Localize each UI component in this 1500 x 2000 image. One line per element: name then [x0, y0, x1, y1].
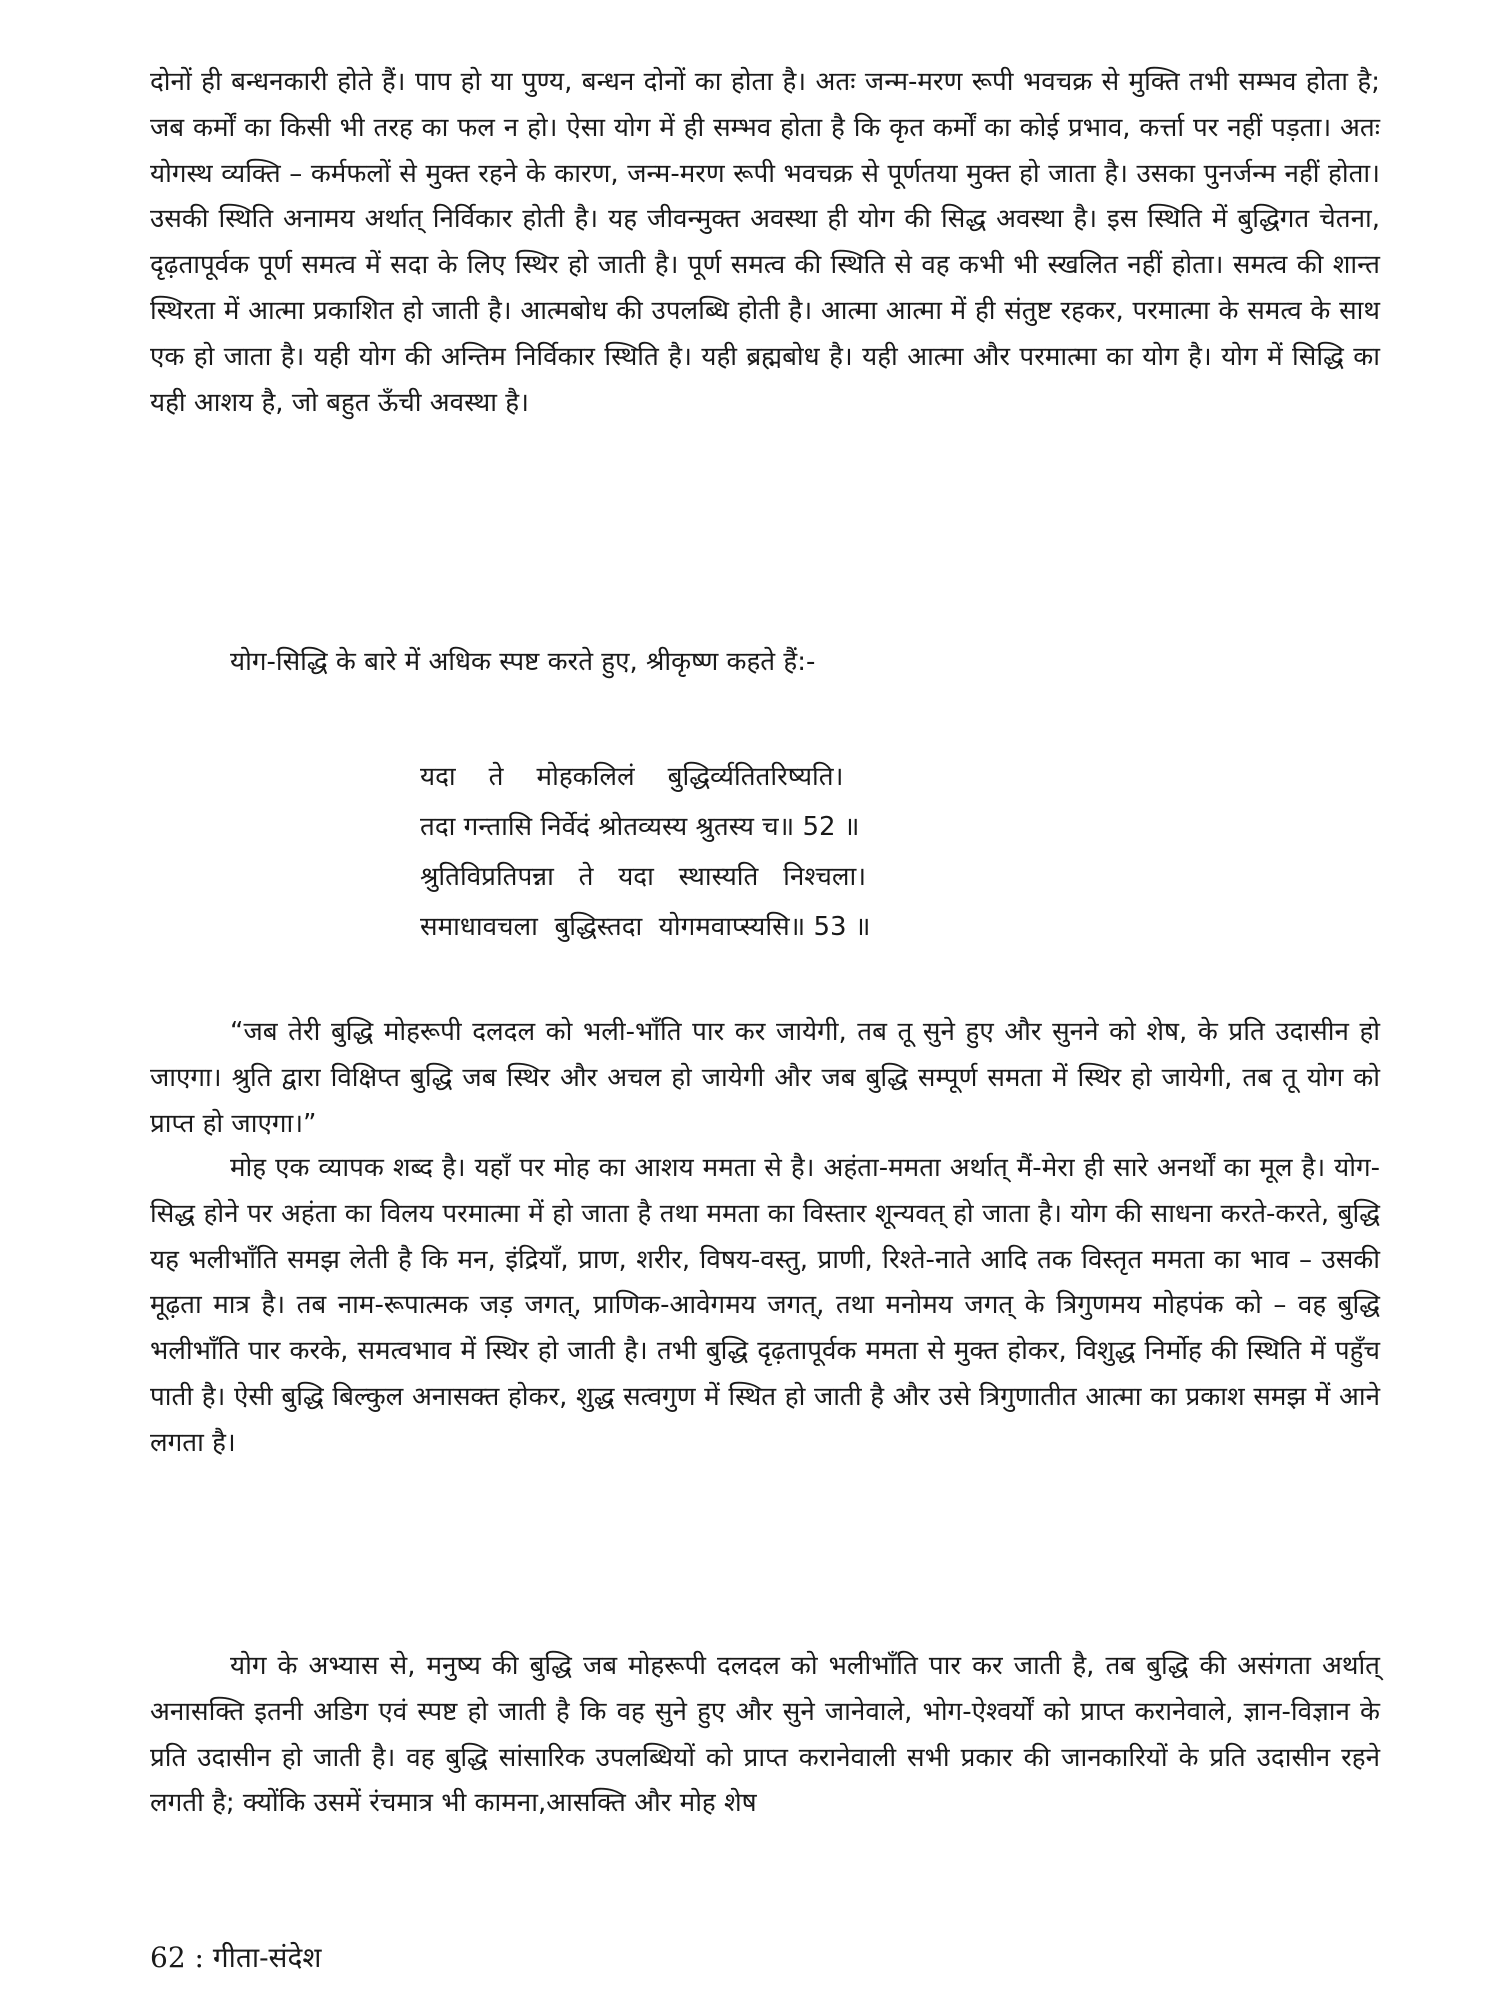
- body-paragraph-5: योग के अभ्यास से, मनुष्य की बुद्धि जब मोहरूपी दलदल को भलीभाँति पार कर जाती है, तब बुद्धि की असंगता अर्थात् अनासक्ति इतनी अडिग एवं स्पष्ट हो जाती है कि वह सुने हुए और सुने जानेवाले, भोग-ऐश्वर्यों को प्राप्त करानेवाले, ज्ञान-विज्ञान के प्रति उदासीन हो जाती है। वह बुद्धि सांसारिक उपलब्धियों को प्राप्त करानेवाली सभी प्रकार की जानकारियों के प्रति उदासीन रहने लगती है; क्योंकि उसमें रंचमात्र भी कामना,आसक्ति और मोह शेष: [150, 1651, 1381, 1819]
- verse-line-4: समाधावचला बुद्धिस्तदा योगमवाप्स्यसि॥ 53 ॥: [420, 912, 871, 942]
- sanskrit-verse-block: [420, 752, 1120, 952]
- verse-line-1: यदा ते मोहकलिलं बुद्धिर्व्यतितरिष्यति।: [420, 762, 844, 792]
- verse-line-2: तदा गन्तासि निर्वेदं श्रोतव्यस्य श्रुतस्य च॥ 52 ॥: [420, 812, 860, 842]
- verse-translation-paragraph: “जब तेरी बुद्धि मोहरूपी दलदल को भली-भाँति पार कर जायेगी, तब तू सुने हुए और सुनने को शेष, के प्रति उदासीन हो जाएगा। श्रुति द्वारा विक्षिप्त बुद्धि जब स्थिर और अचल हो जायेगी और जब बुद्धि सम्पूर्ण समता में स्थिर हो जायेगी, तब तू योग को प्राप्त हो जाएगा।”: [150, 1017, 1380, 1139]
- body-paragraph-1: दोनों ही बन्धनकारी होते हैं। पाप हो या पुण्य, बन्धन दोनों का होता है। अतः जन्म-मरण रूपी भवचक्र से मुक्ति तभी सम्भव होता है; जब कर्मों का किसी भी तरह का फल न हो। ऐसा योग में ही सम्भव होता है कि कृत कर्मों का कोई प्रभाव, कर्त्ता पर नहीं पड़ता। अतः योगस्थ व्यक्ति – कर्मफलों से मुक्त रहने के कारण, जन्म-मरण रूपी भवचक्र से पूर्णतया मुक्त हो जाता है। उसका पुनर्जन्म नहीं होता। उसकी स्थिति अनामय अर्थात् निर्विकार होती है। यह जीवन्मुक्त अवस्था ही योग की सिद्ध अवस्था है। इस स्थिति में बुद्धिगत चेतना, दृढ़तापूर्वक पूर्ण समत्व में सदा के लिए स्थिर हो जाती है। पूर्ण समत्व की स्थिति से वह कभी भी स्खलित नहीं होता। समत्व की शान्त स्थिरता में आत्मा प्रकाशित हो जाती है। आत्मबोध की उपलब्धि होती है। आत्मा आत्मा में ही संतुष्ट रहकर, परमात्मा के समत्व के साथ एक हो जाता है। यही योग की अन्तिम निर्विकार स्थिति है। यही ब्रह्मबोध है। यही आत्मा और परमात्मा का योग है। योग में सिद्धि का यही आशय है, जो बहुत ऊँची अवस्था है।: [150, 67, 1380, 418]
- page-footer: 62 : गीता-संदेश: [150, 1941, 322, 1974]
- verse-line-3: श्रुतिविप्रतिपन्ना ते यदा स्थास्यति निश्चला।: [420, 862, 867, 892]
- body-paragraph-4: मोह एक व्यापक शब्द है। यहाँ पर मोह का आशय ममता से है। अहंता-ममता अर्थात् मैं-मेरा ही सारे अनर्थों का मूल है। योग-सिद्ध होने पर अहंता का विलय परमात्मा में हो जाता है तथा ममता का विस्तार शून्यवत् हो जाता है। योग की साधना करते-करते, बुद्धि यह भलीभाँति समझ लेती है कि मन, इंद्रियाँ, प्राण, शरीर, विषय-वस्तु, प्राणी, रिश्ते-नाते आदि तक विस्तृत ममता का भाव – उसकी मूढ़ता मात्र है। तब नाम-रूपात्मक जड़ जगत्, प्राणिक-आवेगमय जगत्, तथा मनोमय जगत् के त्रिगुणमय मोहपंक को – वह बुद्धि भलीभाँति पार करके, समत्वभाव में स्थिर हो जाती है। तभी बुद्धि दृढ़तापूर्वक ममता से मुक्त होकर, विशुद्ध निर्मोह की स्थिति में पहुँच पाती है। ऐसी बुद्धि बिल्कुल अनासक्त होकर, शुद्ध सत्वगुण में स्थित हो जाती है और उसे त्रिगुणातीत आत्मा का प्रकाश समझ में आने लगता है।: [150, 1153, 1380, 1458]
- verse-intro-paragraph: योग-सिद्धि के बारे में अधिक स्पष्ट करते हुए, श्रीकृष्ण कहते हैं:-: [230, 647, 816, 677]
